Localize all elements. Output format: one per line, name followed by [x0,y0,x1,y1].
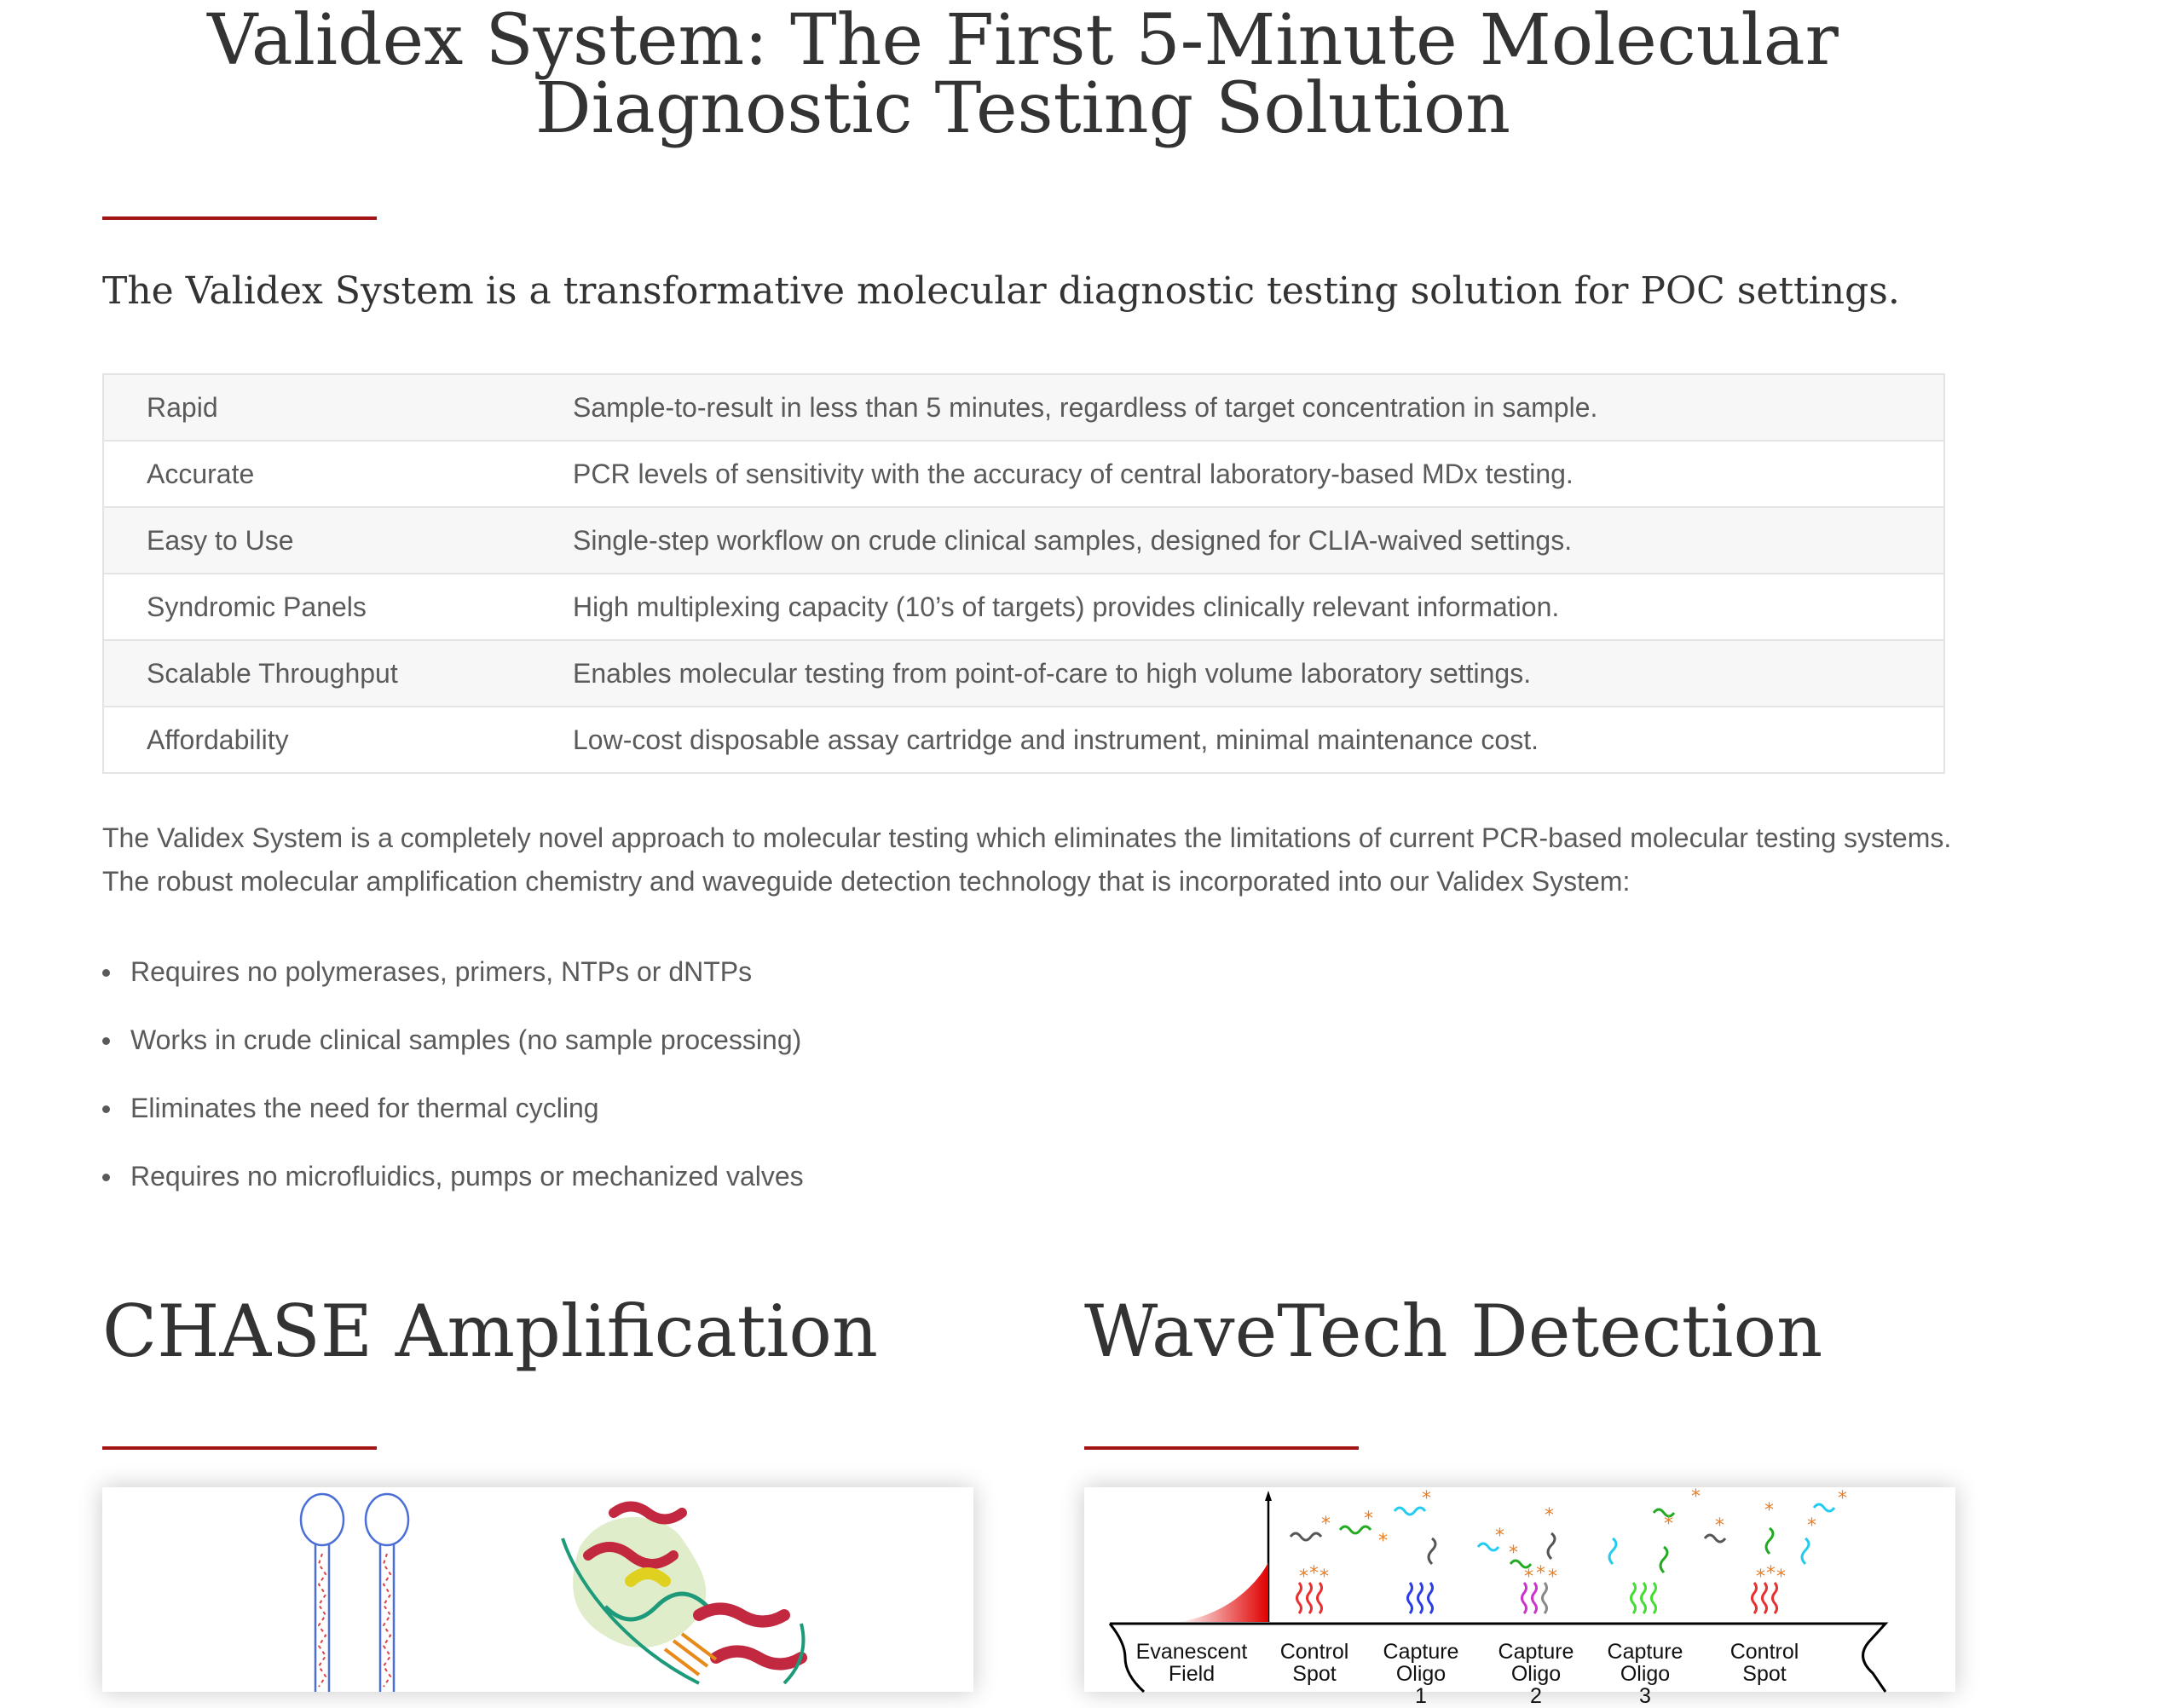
table-row [103,507,1944,574]
list-item: Requires no polymerases, primers, NTPs or dNTPs [102,953,804,1021]
wavetech-section-title: WaveTech Detection [1084,1290,1823,1373]
feature-name: Easy to Use [103,507,530,574]
svg-text:*: * [1536,1563,1545,1584]
capture-oligo-3-label: Capture Oligo 3 [1607,1640,1683,1708]
feature-name: Scalable Throughput [103,640,530,707]
description-paragraph: The Validex System is a completely novel approach to molecular testing which eliminates the limitations of current PCR-based molecular testing systems. The robust molecular amplification chemistry and waveguide detection technology that is incorporated into our Validex System: [102,822,1952,897]
wavetech-divider [1084,1446,1359,1450]
feature-name: Accurate [103,441,530,507]
svg-text:*: * [1691,1486,1701,1508]
svg-text:*: * [1524,1567,1533,1588]
title-divider [102,216,377,220]
list-item: Works in crude clinical samples (no sample processing) [102,1021,804,1089]
table-row [103,707,1944,773]
svg-text:*: * [1495,1526,1504,1547]
list-item: Requires no microfluidics, pumps or mechanized valves [102,1157,804,1226]
feature-description: High multiplexing capacity (10’s of targets) provides clinically relevant information. [530,574,1944,640]
feature-description: Low-cost disposable assay cartridge and instrument, minimal maintenance cost. [530,707,1944,773]
svg-text:*: * [1838,1488,1847,1509]
fluorophore-labels [1299,1486,1847,1588]
feature-description: Enables molecular testing from point-of-care to high volume laboratory settings. [530,640,1944,707]
features-table [102,373,1945,774]
feature-description: PCR levels of sensitivity with the accuracy of central laboratory-based MDx testing. [530,441,1944,507]
evanescent-field-label: Evanescent Field [1135,1640,1248,1686]
wavetech-diagram [1084,1486,1955,1708]
evanescent-field-graphic [1178,1491,1272,1622]
svg-text:*: * [1764,1500,1774,1521]
table-row [103,640,1944,707]
svg-text:*: * [1548,1567,1557,1588]
svg-text:*: * [1299,1567,1308,1588]
control-spot-label: Control Spot [1729,1640,1799,1686]
svg-text:*: * [1509,1543,1518,1564]
capture-oligo-1-label: Capture Oligo 1 [1383,1640,1459,1708]
svg-text:*: * [1364,1509,1373,1530]
control-spot-label: Control Spot [1279,1640,1349,1686]
svg-text:*: * [1766,1563,1776,1584]
page-title: Validex System: The First 5-Minute Molecular Diagnostic Testing Solution [207,0,1839,149]
benefits-list [102,953,804,1226]
chase-illustration [102,1487,973,1692]
svg-text:*: * [1664,1514,1673,1535]
feature-name: Syndromic Panels [103,574,530,640]
table-row [103,441,1944,507]
svg-text:*: * [1776,1567,1786,1588]
enzyme-structure [563,1507,804,1684]
hairpin-probe [301,1494,344,1692]
feature-description: Sample-to-result in less than 5 minutes, regardless of target concentration in sample. [530,374,1944,441]
svg-text:*: * [1319,1567,1329,1588]
table-row [103,574,1944,640]
svg-text:*: * [1545,1505,1554,1526]
svg-text:*: * [1422,1488,1431,1509]
svg-text:*: * [1378,1531,1388,1552]
svg-text:*: * [1807,1515,1816,1537]
svg-text:*: * [1321,1514,1331,1535]
svg-text:*: * [1309,1563,1319,1584]
capture-oligo-2-label: Capture Oligo 2 [1498,1640,1574,1708]
intro-statement: The Validex System is a transformative molecular diagnostic testing solution for POC settings. [102,269,1900,313]
svg-text:*: * [1715,1515,1724,1537]
chase-section-title: CHASE Amplification [102,1290,879,1373]
table-row [103,374,1944,441]
chase-diagram [102,1487,973,1692]
chase-divider [102,1446,377,1450]
list-item: Eliminates the need for thermal cycling [102,1089,804,1157]
feature-name: Affordability [103,707,530,773]
feature-description: Single-step workflow on crude clinical samples, designed for CLIA-waived settings. [530,507,1944,574]
feature-name: Rapid [103,374,530,441]
capture-probes [1297,1583,1777,1613]
svg-text:*: * [1756,1567,1765,1588]
hairpin-probe [366,1494,408,1692]
